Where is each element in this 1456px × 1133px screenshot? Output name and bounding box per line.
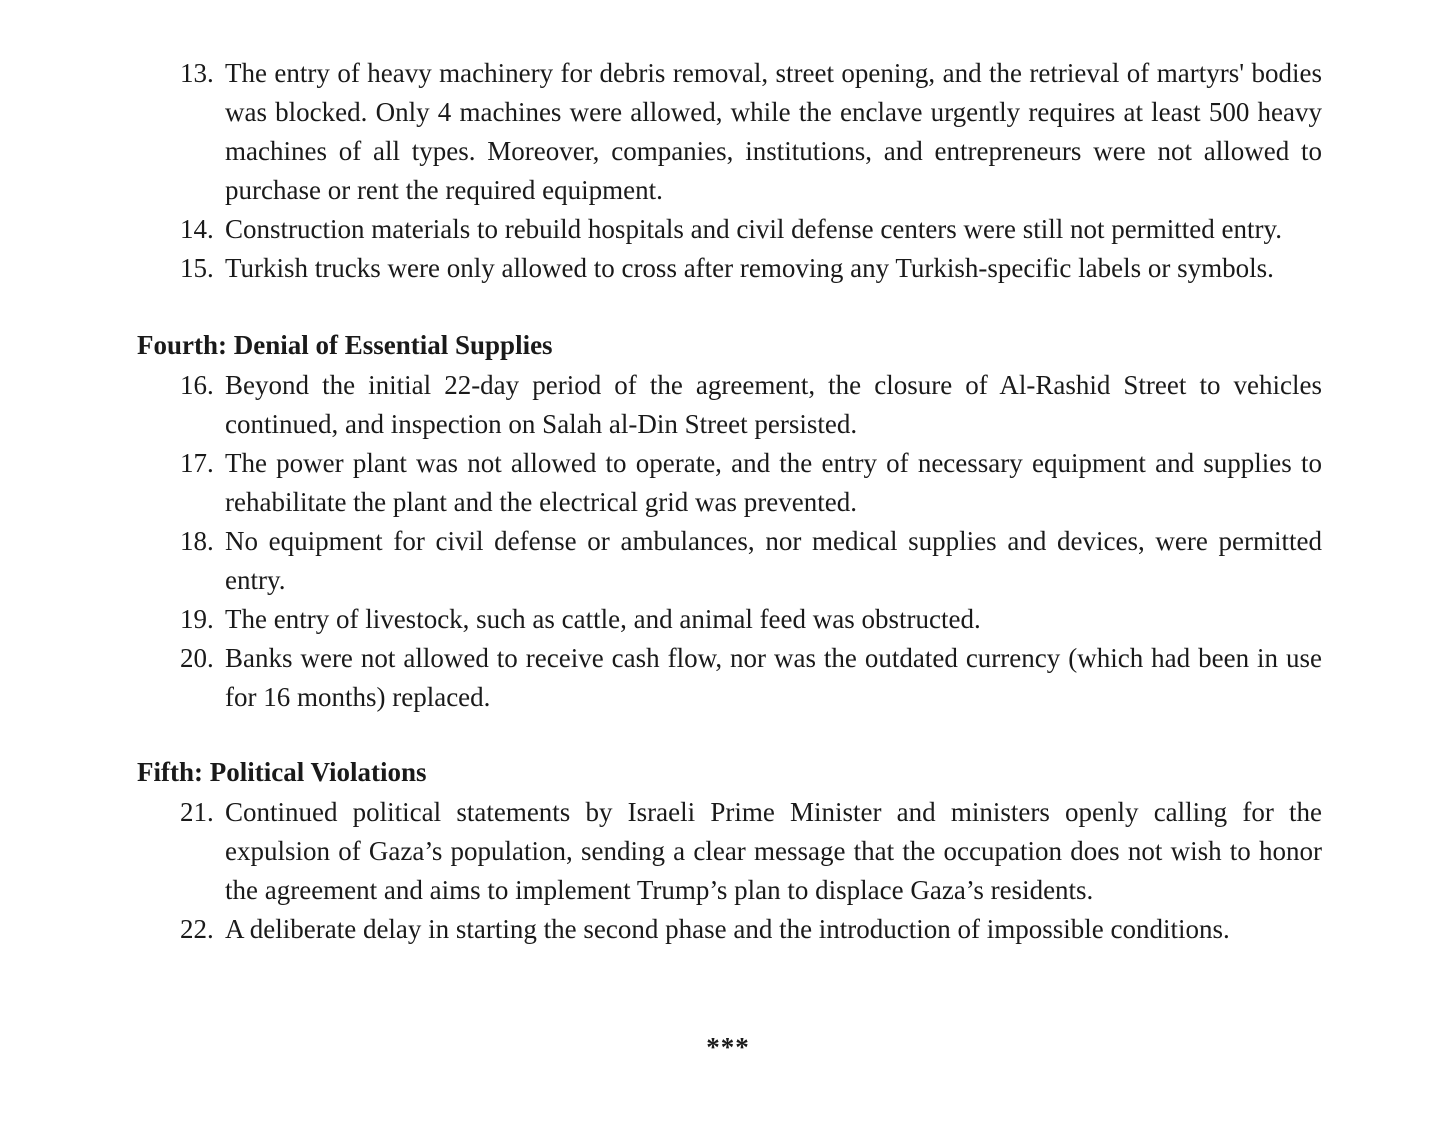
item-number: 14. [180, 214, 214, 244]
section-heading-fifth: Fifth: Political Violations [137, 757, 427, 787]
list-section-three [180, 54, 1322, 288]
list-item-22 [180, 910, 1322, 949]
item-text: Banks were not allowed to receive cash flow, nor was the outdated currency (which had been in use for 16 months) replaced. [225, 643, 1322, 712]
list-item-17 [180, 444, 1322, 522]
item-text: Construction materials to rebuild hospitals and civil defense centers were still not permitted entry. [225, 214, 1282, 244]
section-separator: *** [706, 1032, 750, 1062]
item-number: 15. [180, 253, 214, 283]
item-number: 22. [180, 914, 214, 944]
item-number: 20. [180, 643, 214, 673]
item-text: The entry of livestock, such as cattle, and animal feed was obstructed. [225, 604, 981, 634]
item-number: 19. [180, 604, 214, 634]
item-text: Beyond the initial 22-day period of the agreement, the closure of Al-Rashid Street to vehicles continued, and inspection on Salah al-Din Street persisted. [225, 370, 1322, 439]
list-item-15 [180, 249, 1322, 288]
list-item-18 [180, 522, 1322, 600]
list-item-21 [180, 793, 1322, 910]
item-number: 21. [180, 797, 214, 827]
item-text: A deliberate delay in starting the second phase and the introduction of impossible conditions. [225, 914, 1230, 944]
item-number: 13. [180, 58, 214, 88]
item-text: The entry of heavy machinery for debris removal, street opening, and the retrieval of martyrs' bodies was blocked. Only 4 machines were allowed, while the enclave urgently requires at least 500 heavy machines of all types. Moreover, companies, institutions, and entrepreneurs were not allowed to purchase or rent the required equipment. [225, 58, 1322, 205]
list-item-20 [180, 639, 1322, 717]
list-item-19 [180, 600, 1322, 639]
item-text: The power plant was not allowed to operate, and the entry of necessary equipment and supplies to rehabilitate the plant and the electrical grid was prevented. [225, 448, 1322, 517]
item-number: 16. [180, 370, 214, 400]
item-text: Turkish trucks were only allowed to cross after removing any Turkish-specific labels or symbols. [225, 253, 1274, 283]
item-text: No equipment for civil defense or ambulances, nor medical supplies and devices, were permitted entry. [225, 526, 1322, 595]
list-item-13 [180, 54, 1322, 210]
list-item-14 [180, 210, 1322, 249]
item-text: Continued political statements by Israeli Prime Minister and ministers openly calling for the expulsion of Gaza’s population, sending a clear message that the occupation does not wish to honor the agreement and aims to implement Trump’s plan to displace Gaza’s residents. [225, 797, 1322, 905]
list-section-five [180, 793, 1322, 949]
item-number: 18. [180, 526, 214, 556]
item-number: 17. [180, 448, 214, 478]
list-section-four [180, 366, 1322, 717]
list-item-16 [180, 366, 1322, 444]
section-heading-fourth: Fourth: Denial of Essential Supplies [137, 330, 553, 360]
